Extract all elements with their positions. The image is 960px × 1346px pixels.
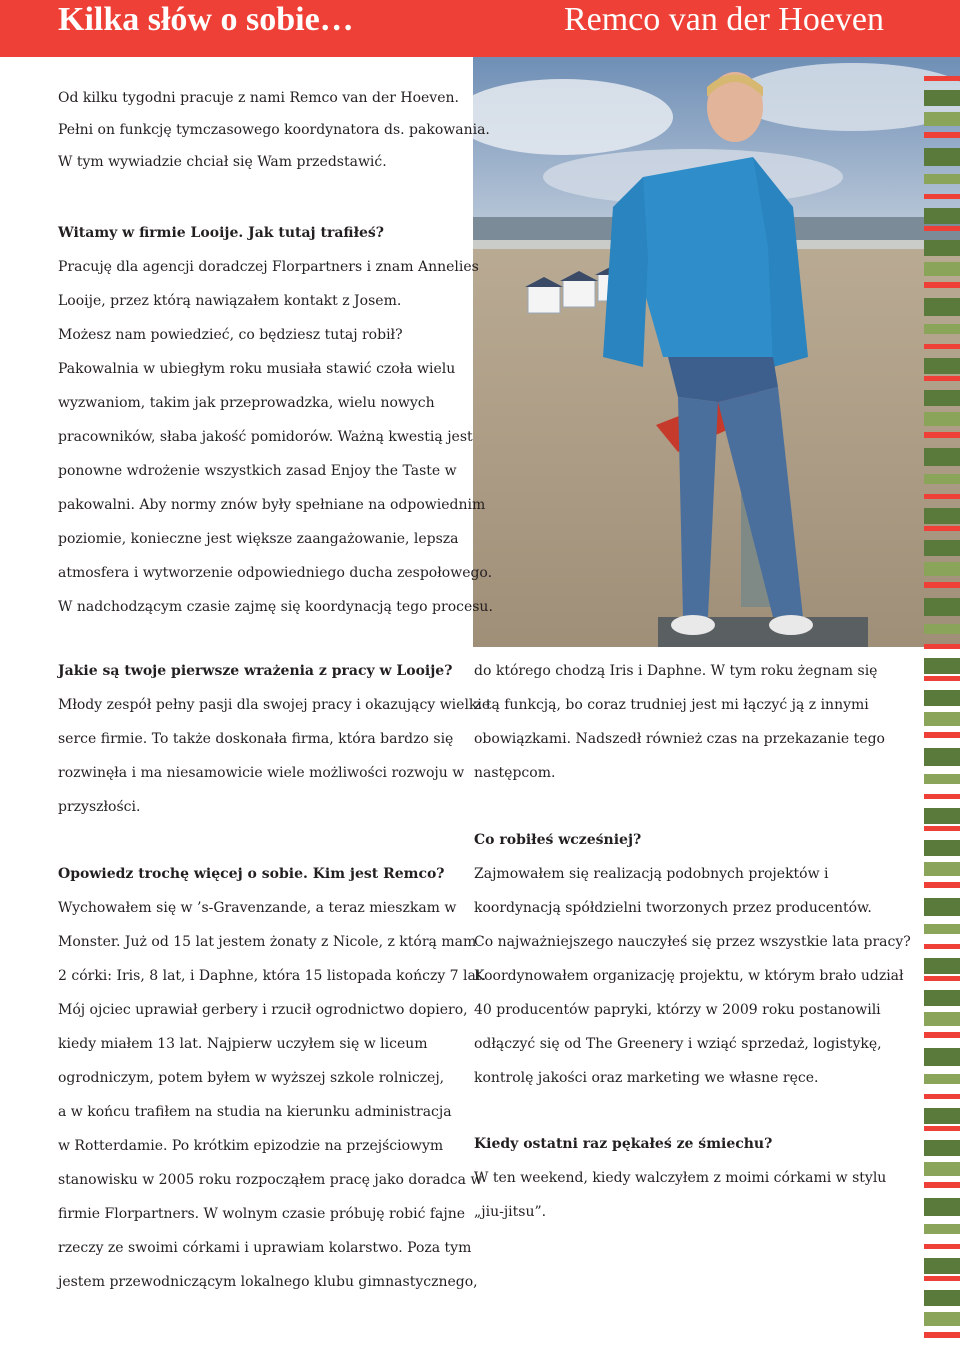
stripe [924, 924, 960, 934]
stripe [924, 1032, 960, 1038]
stripe [924, 1162, 960, 1176]
text-line: „jiu-jitsu”. [474, 1204, 547, 1220]
text-line: rzeczy ze swoimi córkami i uprawiam kolarstwo. Poza tym [58, 1240, 472, 1256]
intro-line: Od kilku tygodni pracuje z nami Remco van der Hoeven. [58, 90, 459, 106]
stripe [924, 676, 960, 681]
stripe [924, 148, 960, 166]
stripe [924, 474, 960, 484]
text-line: pakowalni. Aby normy znów były spełniane na odpowiednim [58, 497, 486, 513]
stripe [924, 690, 960, 706]
stripe [924, 644, 960, 649]
stripe [924, 432, 960, 438]
stripe [924, 658, 960, 674]
stripe [924, 1198, 960, 1216]
text-line: Młody zespół pełny pasji dla swojej pracy i okazujący wielkie [58, 697, 491, 713]
portrait-photo [473, 57, 960, 647]
text-line: ponowne wdrożenie wszystkich zasad Enjoy the Taste w [58, 463, 457, 479]
stripe [924, 1312, 960, 1326]
stripe [924, 76, 960, 81]
text-line: Pakowalnia w ubiegłym roku musiała stawić czoła wielu [58, 361, 456, 377]
section-how-arrived [58, 222, 493, 630]
stripe [924, 712, 960, 726]
stripe [924, 862, 960, 876]
stripe [924, 1140, 960, 1156]
stripe [924, 826, 960, 831]
stripe [924, 1012, 960, 1026]
text-line: W ten weekend, kiedy walczyłem z moimi córkami w stylu [474, 1170, 887, 1186]
stripe [924, 1094, 960, 1099]
page-header [0, 0, 960, 57]
text-line: Pracuję dla agencji doradczej Florpartners i znam Annelies [58, 259, 479, 275]
stripe [924, 194, 960, 199]
text-line: wyzwaniom, takim jak przeprowadzka, wielu nowych [58, 395, 435, 411]
question-heading: Co robiłeś wcześniej? [474, 832, 642, 848]
stripe [924, 174, 960, 184]
stripe [924, 494, 960, 499]
stripe [924, 240, 960, 256]
stripe [924, 298, 960, 316]
stripe [924, 794, 960, 799]
stripe [924, 526, 960, 531]
stripe [924, 1126, 960, 1131]
text-line: ogrodniczym, potem byłem w wyższej szkole rolniczej, [58, 1070, 445, 1086]
text-line: kontrolę jakości oraz marketing we własne ręce. [474, 1070, 819, 1086]
stripe [924, 1258, 960, 1274]
text-line: poziomie, konieczne jest większe zaangażowanie, lepsza [58, 531, 459, 547]
stripe [924, 262, 960, 276]
intro-line: Pełni on funkcję tymczasowego koordynatora ds. pakowania. [58, 122, 490, 138]
stripe [924, 990, 960, 1006]
text-line: Koordynowałem organizację projektu, w którym brało udział [474, 968, 904, 984]
stripe [924, 958, 960, 974]
text-line: Możesz nam powiedzieć, co będziesz tutaj robił? [58, 327, 403, 343]
stripe [924, 448, 960, 466]
stripe [924, 1276, 960, 1281]
stripe [924, 882, 960, 888]
stripe [924, 112, 960, 126]
text-line: do którego chodzą Iris i Daphne. W tym roku żegnam się [474, 663, 878, 679]
text-line: Co najważniejszego nauczyłeś się przez wszystkie lata pracy? [474, 934, 911, 950]
section-about-remco-continued [474, 660, 885, 796]
stripe [924, 132, 960, 138]
stripe [924, 376, 960, 381]
text-line: koordynacją spółdzielni tworzonych przez producentów. [474, 900, 872, 916]
stripe [924, 508, 960, 524]
intro-line: W tym wywiadzie chciał się Wam przedstawić. [58, 154, 387, 170]
stripe [924, 90, 960, 106]
text-line: Mój ojciec uprawiał gerbery i rzucił ogrodnictwo dopiero, [58, 1002, 468, 1018]
stripe [924, 748, 960, 766]
text-line: serce firmie. To także doskonała firma, która bardzo się [58, 731, 454, 747]
stripe [924, 1182, 960, 1188]
stripe [924, 840, 960, 856]
text-line: W nadchodzącym czasie zajmę się koordynacją tego procesu. [58, 599, 493, 615]
text-line: firmie Florpartners. W wolnym czasie próbuję robić fajne [58, 1206, 466, 1222]
section-first-impressions [58, 660, 490, 830]
text-line: Wychowałem się w ’s-Gravenzande, a teraz mieszkam w [58, 900, 457, 916]
stripe [924, 1332, 960, 1338]
text-line: odłączyć się od The Greenery i wziąć sprzedaż, logistykę, [474, 1036, 882, 1052]
question-heading: Opowiedz trochę więcej o sobie. Kim jest Remco? [58, 866, 445, 882]
stripe [924, 898, 960, 916]
stripe [924, 732, 960, 738]
beach-portrait-illustration [473, 57, 960, 647]
stripe [924, 344, 960, 349]
stripe [924, 390, 960, 406]
section-previous-work [474, 829, 911, 1101]
text-line: przyszłości. [58, 799, 141, 815]
text-line: z tą funkcją, bo coraz trudniej jest mi łączyć ją z innymi [474, 697, 869, 713]
decorative-stripes [924, 76, 960, 1346]
stripe [924, 1244, 960, 1249]
stripe [924, 1074, 960, 1084]
question-heading: Witamy w firmie Looije. Jak tutaj trafiłeś? [58, 225, 384, 241]
text-line: atmosfera i wytworzenie odpowiedniego ducha zespołowego. [58, 565, 493, 581]
text-line: pracowników, słaba jakość pomidorów. Ważną kwestią jest [58, 429, 473, 445]
stripe [924, 774, 960, 784]
stripe [924, 1108, 960, 1124]
text-line: Looije, przez którą nawiązałem kontakt z Josem. [58, 293, 402, 309]
stripe [924, 1290, 960, 1306]
stripe [924, 208, 960, 224]
section-last-laugh [474, 1133, 886, 1235]
stripe [924, 808, 960, 824]
stripe [924, 976, 960, 981]
intro-paragraph [58, 87, 490, 183]
page-title: Kilka słów o sobie… [58, 1, 354, 38]
stripe [924, 944, 960, 949]
stripe [924, 226, 960, 231]
text-line: obowiązkami. Nadszedł również czas na przekazanie tego [474, 731, 885, 747]
stripe [924, 562, 960, 576]
text-line: kiedy miałem 13 lat. Najpierw uczyłem się w liceum [58, 1036, 428, 1052]
text-line: 40 producentów papryki, którzy w 2009 roku postanowili [474, 1002, 881, 1018]
stripe [924, 358, 960, 374]
text-line: stanowisku w 2005 roku rozpocząłem pracę jako doradca w [58, 1172, 483, 1188]
section-about-remco [58, 863, 486, 1305]
stripe [924, 582, 960, 588]
text-line: następcom. [474, 765, 556, 781]
stripe [924, 1048, 960, 1066]
text-line: jestem przewodniczącym lokalnego klubu gimnastycznego, [58, 1274, 478, 1290]
stripe [924, 598, 960, 616]
stripe [924, 282, 960, 288]
stripe [924, 324, 960, 334]
person-name: Remco van der Hoeven [563, 1, 884, 38]
question-heading: Jakie są twoje pierwsze wrażenia z pracy w Looije? [58, 663, 453, 679]
text-line: rozwinęła i ma niesamowicie wiele możliwości rozwoju w [58, 765, 465, 781]
text-line: a w końcu trafiłem na studia na kierunku administracja [58, 1104, 452, 1120]
text-line: Monster. Już od 15 lat jestem żonaty z Nicole, z którą mam [58, 934, 477, 950]
text-line: 2 córki: Iris, 8 lat, i Daphne, która 15 listopada kończy 7 lat. [58, 968, 486, 984]
stripe [924, 540, 960, 556]
question-heading: Kiedy ostatni raz pękałeś ze śmiechu? [474, 1136, 773, 1152]
text-line: Zajmowałem się realizacją podobnych projektów i [474, 866, 829, 882]
stripe [924, 1224, 960, 1234]
stripe [924, 412, 960, 426]
stripe [924, 624, 960, 634]
text-line: w Rotterdamie. Po krótkim epizodzie na przejściowym [58, 1138, 444, 1154]
